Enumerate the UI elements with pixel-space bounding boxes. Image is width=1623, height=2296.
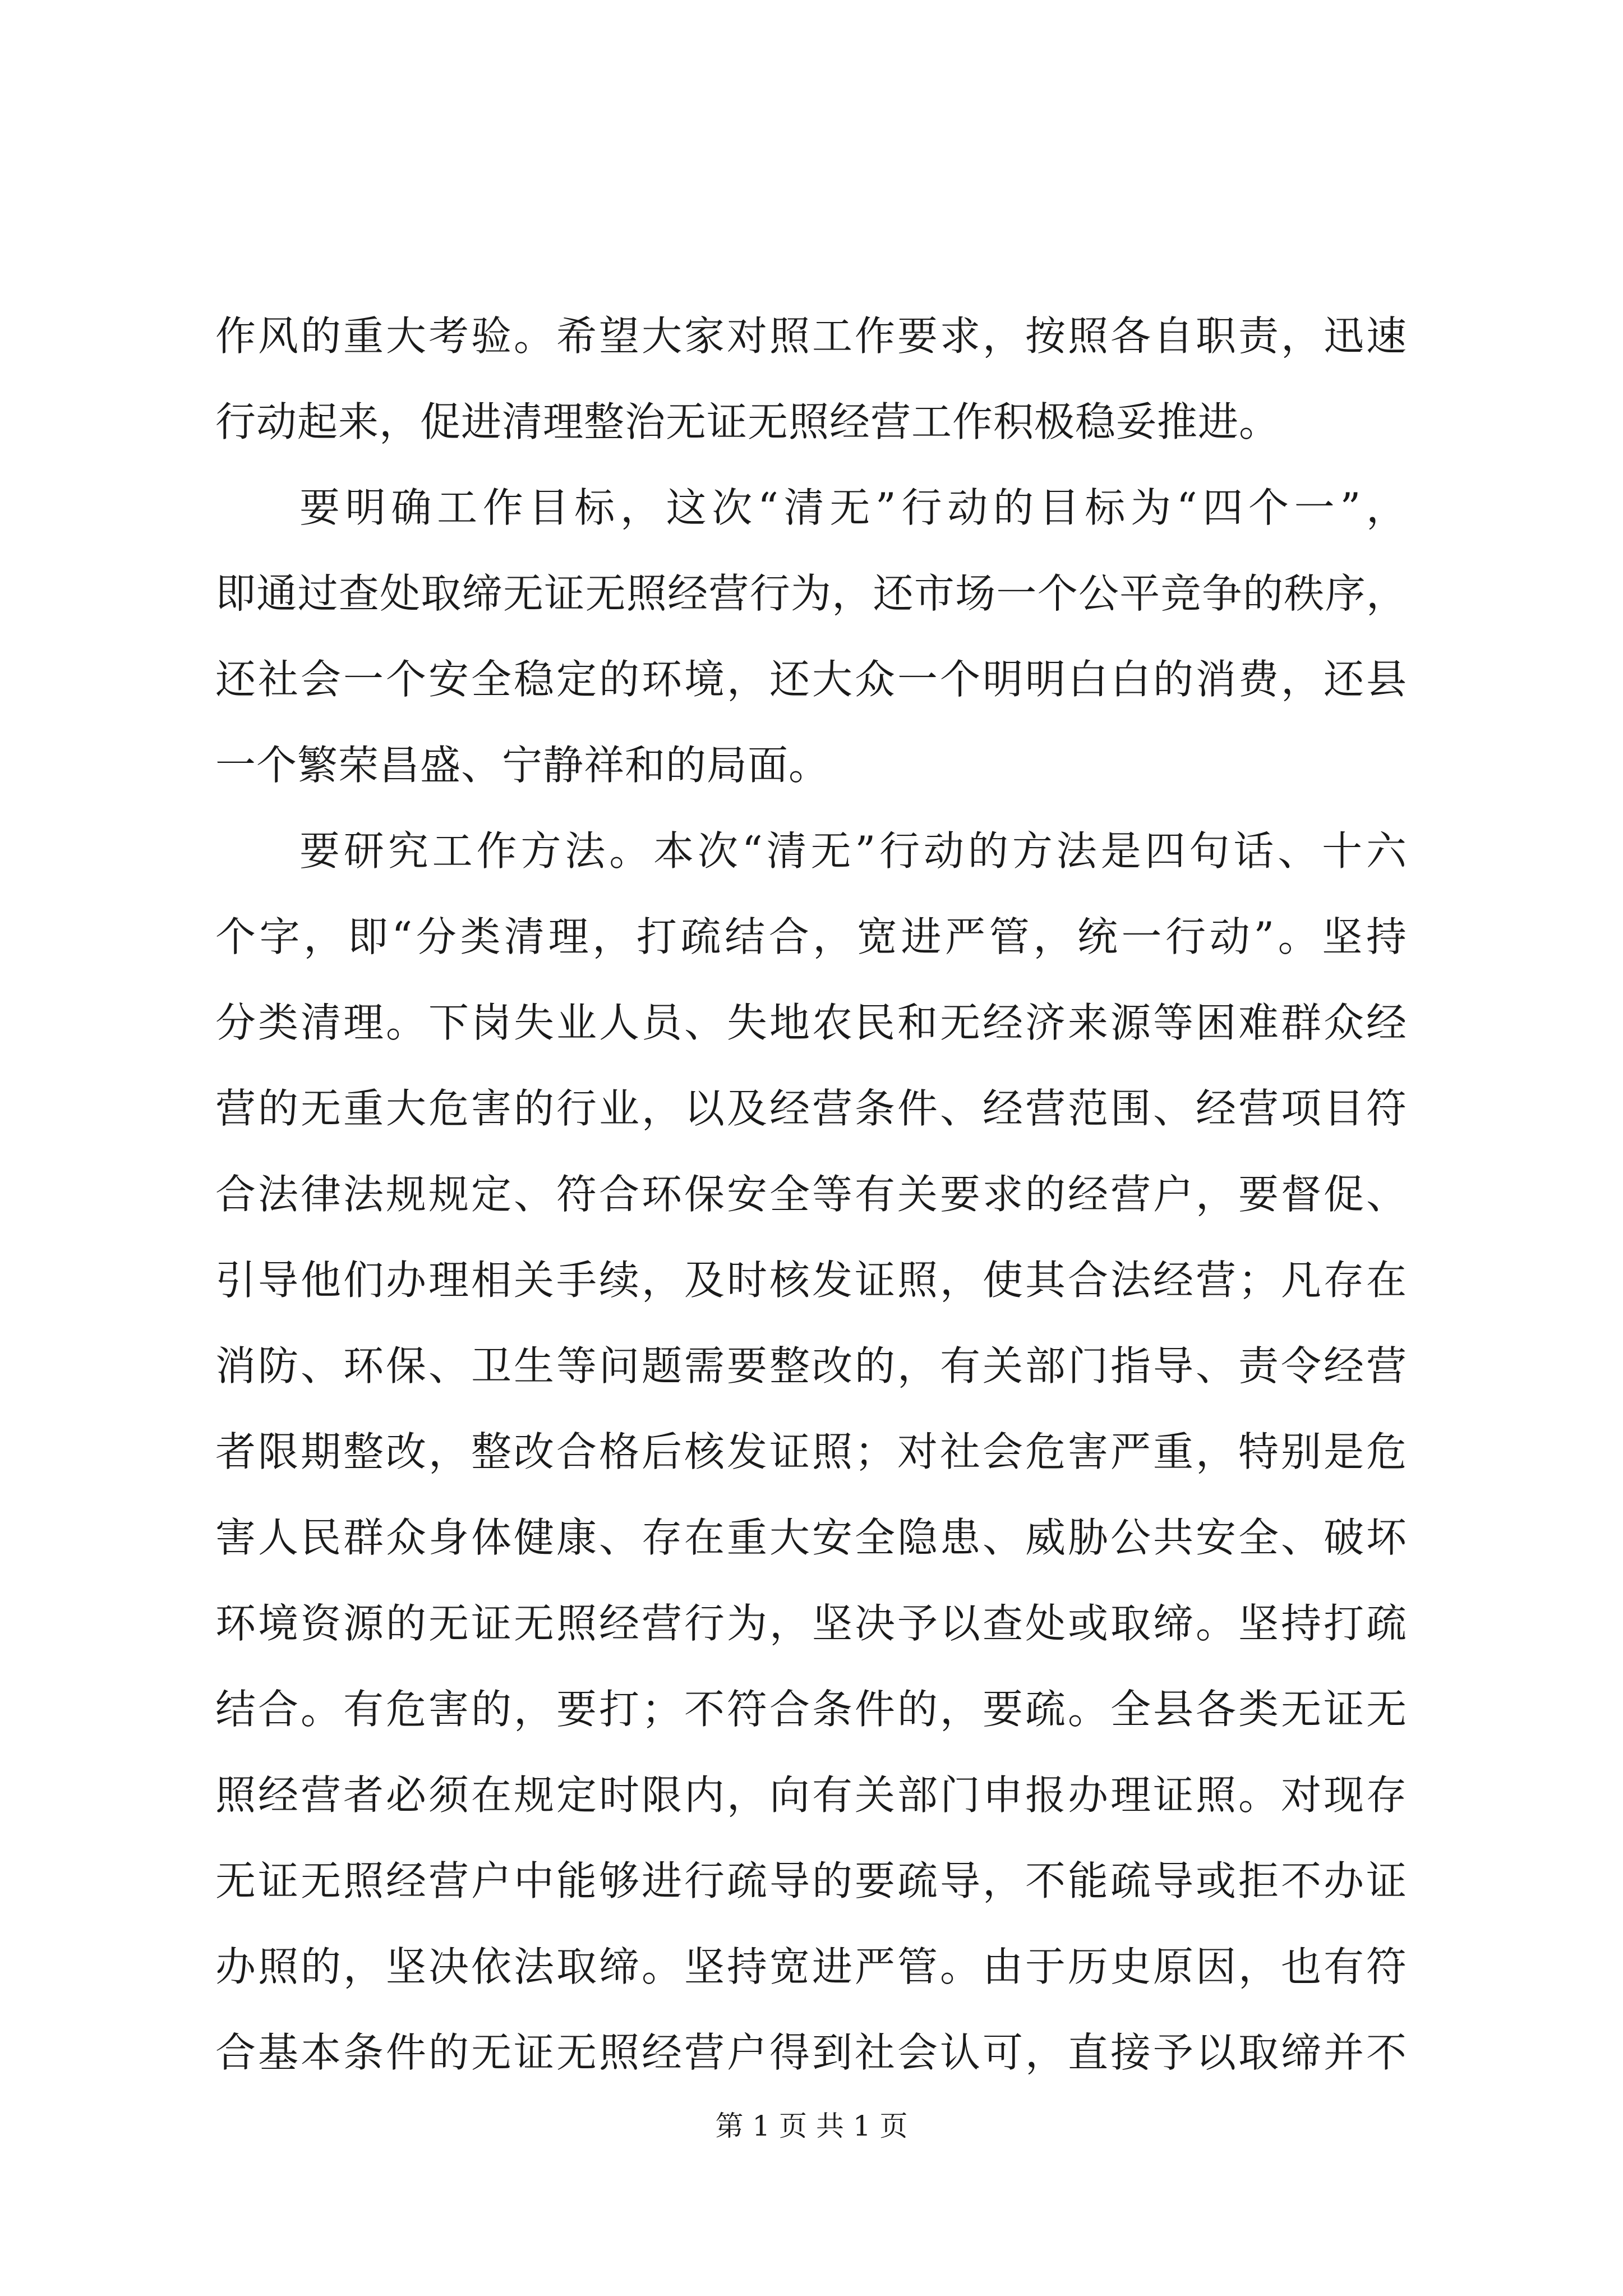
text-line: 害人民群众身体健康、存在重大安全隐患、威胁公共安全、破坏 [215,1514,1407,1561]
text-line: 合基本条件的无证无照经营户得到社会认可，直接予以取缔并不 [215,2029,1407,2076]
text-line: 消防、环保、卫生等问题需要整改的，有关部门指导、责令经营 [215,1342,1407,1389]
text-line: 还社会一个安全稳定的环境，还大众一个明明白白的消费，还县 [215,656,1407,703]
text-line: 结合。有危害的，要打；不符合条件的，要疏。全县各类无证无 [215,1686,1407,1733]
text-line: 引导他们办理相关手续，及时核发证照，使其合法经营；凡存在 [215,1257,1407,1304]
paragraph-first-line: 要研究工作方法。本次“清无”行动的方法是四句话、十六 [299,827,1407,875]
text-line: 即通过查处取缔无证无照经营行为，还市场一个公平竞争的秩序， [215,570,1407,617]
text-line: 合法律法规规定、符合环保安全等有关要求的经营户，要督促、 [215,1171,1407,1218]
text-line: 营的无重大危害的行业，以及经营条件、经营范围、经营项目符 [215,1085,1407,1132]
text-line: 行动起来，促进清理整治无证无照经营工作积极稳妥推进。 [215,398,1280,445]
text-line: 者限期整改，整改合格后核发证照；对社会危害严重，特别是危 [215,1428,1407,1475]
text-line: 一个繁荣昌盛、宁静祥和的局面。 [215,742,830,789]
page-footer: 第 1 页 共 1 页 [715,2110,908,2142]
text-line: 无证无照经营户中能够进行疏导的要疏导，不能疏导或拒不办证 [215,1857,1407,1904]
text-line: 分类清理。下岗失业人员、失地农民和无经济来源等困难群众经 [215,999,1407,1046]
text-line: 个字，即“分类清理，打疏结合，宽进严管，统一行动”。坚持 [215,913,1407,960]
text-line: 环境资源的无证无照经营行为，坚决予以查处或取缔。坚持打疏 [215,1600,1407,1647]
paragraph-first-line: 要明确工作目标，这次“清无”行动的目标为“四个一”， [299,484,1407,531]
document-body [215,293,1407,2096]
text-line: 照经营者必须在规定时限内，向有关部门申报办理证照。对现存 [215,1772,1407,1819]
text-line: 办照的，坚决依法取缔。坚持宽进严管。由于历史原因，也有符 [215,1943,1407,1990]
text-line: 作风的重大考验。希望大家对照工作要求，按照各自职责，迅速 [215,312,1407,360]
